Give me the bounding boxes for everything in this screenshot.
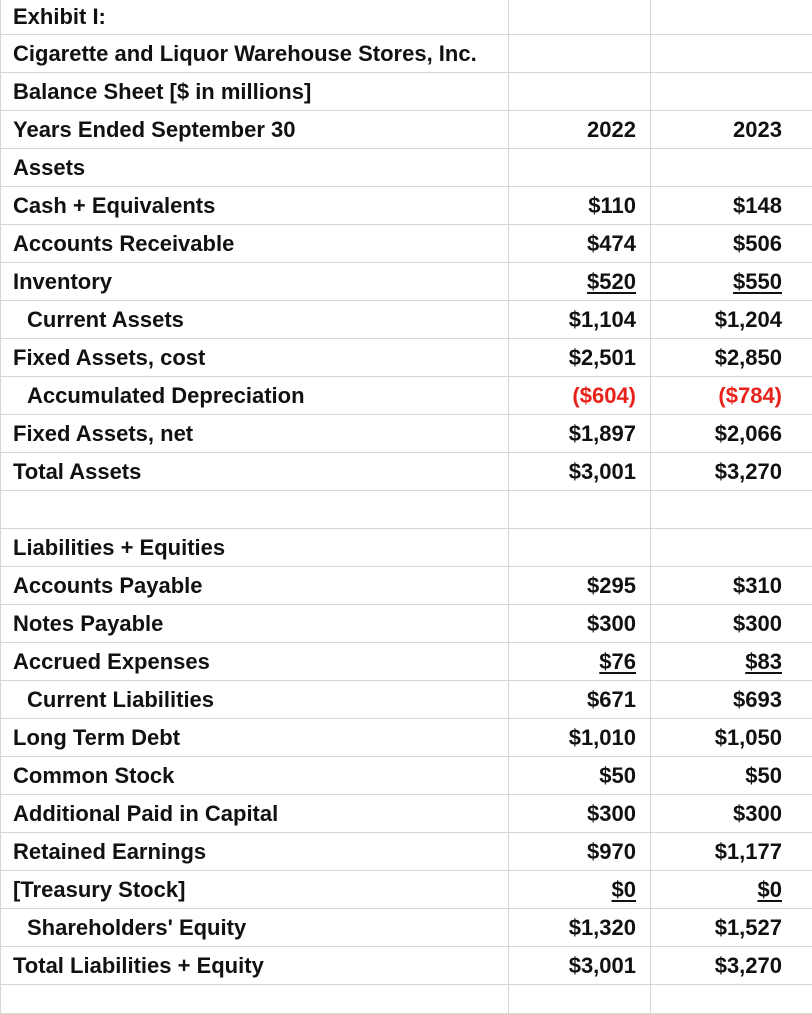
value-2022-text: $520 bbox=[587, 269, 636, 294]
empty-cell[interactable] bbox=[651, 149, 812, 187]
value-2022[interactable] bbox=[509, 187, 651, 225]
value-2022[interactable] bbox=[509, 871, 651, 909]
value-2023[interactable] bbox=[651, 225, 812, 263]
value-2023[interactable] bbox=[651, 833, 812, 871]
assets-heading[interactable]: Assets bbox=[1, 149, 509, 187]
empty-cell[interactable] bbox=[509, 985, 651, 1014]
table-row bbox=[1, 795, 812, 833]
empty-cell[interactable] bbox=[1, 985, 509, 1014]
company-name[interactable]: Cigarette and Liquor Warehouse Stores, Inc. bbox=[1, 35, 509, 73]
value-2023[interactable] bbox=[651, 719, 812, 757]
value-2022[interactable] bbox=[509, 947, 651, 985]
row-label[interactable] bbox=[1, 377, 509, 415]
table-row bbox=[1, 415, 812, 453]
table-row bbox=[1, 947, 812, 985]
row-label-text: Fixed Assets, net bbox=[13, 421, 193, 446]
value-2023-text: $1,204 bbox=[715, 307, 782, 332]
row-label[interactable] bbox=[1, 301, 509, 339]
blank-row bbox=[1, 985, 812, 1014]
value-2022-text: $3,001 bbox=[569, 459, 636, 484]
table-row bbox=[1, 719, 812, 757]
table-row bbox=[1, 643, 812, 681]
value-2022-text: $474 bbox=[587, 231, 636, 256]
row-label[interactable] bbox=[1, 605, 509, 643]
value-2023[interactable] bbox=[651, 339, 812, 377]
table-row bbox=[1, 605, 812, 643]
row-label-text: Fixed Assets, cost bbox=[13, 345, 205, 370]
empty-cell[interactable] bbox=[651, 529, 812, 567]
header-year-2[interactable]: 2023 bbox=[651, 111, 812, 149]
value-2023-text: $3,270 bbox=[715, 459, 782, 484]
row-label-text: Accumulated Depreciation bbox=[27, 383, 305, 408]
exhibit-label[interactable]: Exhibit I: bbox=[1, 0, 509, 35]
header-label[interactable]: Years Ended September 30 bbox=[1, 111, 509, 149]
table-row bbox=[1, 833, 812, 871]
value-2023-text: $50 bbox=[745, 763, 782, 788]
value-2023[interactable] bbox=[651, 947, 812, 985]
table-row bbox=[1, 909, 812, 947]
value-2023-text: $300 bbox=[733, 611, 782, 636]
value-2022[interactable] bbox=[509, 415, 651, 453]
statement-row bbox=[1, 73, 812, 111]
value-2022[interactable] bbox=[509, 301, 651, 339]
value-2023[interactable] bbox=[651, 453, 812, 491]
value-2022[interactable] bbox=[509, 757, 651, 795]
value-2023[interactable] bbox=[651, 871, 812, 909]
value-2022-text: $1,897 bbox=[569, 421, 636, 446]
table-row bbox=[1, 871, 812, 909]
sheet-body bbox=[1, 0, 812, 1014]
row-label[interactable] bbox=[1, 681, 509, 719]
value-2022-text: $295 bbox=[587, 573, 636, 598]
table-row bbox=[1, 757, 812, 795]
value-2022-text: $1,010 bbox=[569, 725, 636, 750]
row-label-text: Long Term Debt bbox=[13, 725, 180, 750]
table-row bbox=[1, 567, 812, 605]
value-2023[interactable] bbox=[651, 377, 812, 415]
liabilities-heading-row bbox=[1, 529, 812, 567]
value-2022-text: $3,001 bbox=[569, 953, 636, 978]
empty-cell[interactable] bbox=[651, 0, 812, 35]
value-2023[interactable] bbox=[651, 681, 812, 719]
empty-cell[interactable] bbox=[651, 491, 812, 529]
table-row bbox=[1, 301, 812, 339]
row-label[interactable] bbox=[1, 643, 509, 681]
table-row bbox=[1, 453, 812, 491]
table-row bbox=[1, 187, 812, 225]
row-label-text: Accounts Receivable bbox=[13, 231, 234, 256]
liabilities-heading[interactable] bbox=[1, 529, 509, 567]
value-2023[interactable] bbox=[651, 795, 812, 833]
row-label-text: Accounts Payable bbox=[13, 573, 203, 598]
value-2023-text: $148 bbox=[733, 193, 782, 218]
value-2023[interactable] bbox=[651, 605, 812, 643]
row-label[interactable] bbox=[1, 909, 509, 947]
value-2022[interactable] bbox=[509, 377, 651, 415]
value-2023[interactable] bbox=[651, 643, 812, 681]
value-2023-text: $2,066 bbox=[715, 421, 782, 446]
empty-cell[interactable] bbox=[509, 529, 651, 567]
value-2022-text: $671 bbox=[587, 687, 636, 712]
row-label-text: Accrued Expenses bbox=[13, 649, 210, 674]
row-label[interactable] bbox=[1, 757, 509, 795]
row-label-text: Total Liabilities + Equity bbox=[13, 953, 264, 978]
statement-title[interactable]: Balance Sheet [$ in millions] bbox=[1, 73, 509, 111]
row-label-text: [Treasury Stock] bbox=[13, 877, 185, 902]
value-2022[interactable] bbox=[509, 605, 651, 643]
row-label[interactable] bbox=[1, 263, 509, 301]
value-2023-text: $1,050 bbox=[715, 725, 782, 750]
row-label[interactable] bbox=[1, 795, 509, 833]
row-label-text: Inventory bbox=[13, 269, 112, 294]
header-row bbox=[1, 111, 812, 149]
table-row bbox=[1, 225, 812, 263]
value-2023-text: $1,527 bbox=[715, 915, 782, 940]
value-2022[interactable] bbox=[509, 567, 651, 605]
value-2022-text: $1,104 bbox=[569, 307, 636, 332]
value-2023-text: $300 bbox=[733, 801, 782, 826]
value-2022-text: $110 bbox=[588, 193, 636, 218]
row-label[interactable] bbox=[1, 567, 509, 605]
empty-cell[interactable] bbox=[509, 73, 651, 111]
value-2022-text: $300 bbox=[587, 801, 636, 826]
value-2022-text: $300 bbox=[587, 611, 636, 636]
table-row bbox=[1, 339, 812, 377]
liabilities-heading-text: Liabilities + Equities bbox=[13, 535, 225, 560]
row-label[interactable] bbox=[1, 453, 509, 491]
blank-row bbox=[1, 491, 812, 529]
value-2022-text: ($604) bbox=[572, 383, 636, 408]
row-label-text: Notes Payable bbox=[13, 611, 163, 636]
empty-cell[interactable] bbox=[509, 491, 651, 529]
empty-cell[interactable] bbox=[509, 149, 651, 187]
row-label-text: Current Assets bbox=[27, 307, 184, 332]
empty-cell[interactable] bbox=[651, 985, 812, 1014]
value-2023-text: ($784) bbox=[718, 383, 782, 408]
value-2023-text: $83 bbox=[745, 649, 782, 674]
empty-cell[interactable] bbox=[651, 73, 812, 111]
value-2023[interactable] bbox=[651, 301, 812, 339]
value-2022-text: $2,501 bbox=[569, 345, 636, 370]
row-label[interactable] bbox=[1, 187, 509, 225]
empty-cell[interactable] bbox=[651, 35, 812, 73]
value-2022-text: $0 bbox=[612, 877, 636, 902]
value-2022[interactable] bbox=[509, 909, 651, 947]
value-2023-text: $0 bbox=[758, 877, 782, 902]
table-row bbox=[1, 681, 812, 719]
value-2023-text: $550 bbox=[733, 269, 782, 294]
value-2022-text: $970 bbox=[587, 839, 636, 864]
value-2023-text: $3,270 bbox=[715, 953, 782, 978]
value-2022[interactable] bbox=[509, 833, 651, 871]
row-label-text: Retained Earnings bbox=[13, 839, 206, 864]
row-label[interactable] bbox=[1, 415, 509, 453]
company-row bbox=[1, 35, 812, 73]
row-label-text: Total Assets bbox=[13, 459, 141, 484]
value-2022-text: $1,320 bbox=[569, 915, 636, 940]
table-row bbox=[1, 263, 812, 301]
value-2022[interactable] bbox=[509, 453, 651, 491]
value-2022[interactable] bbox=[509, 795, 651, 833]
value-2023-text: $506 bbox=[733, 231, 782, 256]
value-2022[interactable] bbox=[509, 225, 651, 263]
row-label[interactable] bbox=[1, 871, 509, 909]
row-label-text: Additional Paid in Capital bbox=[13, 801, 278, 826]
exhibit-row bbox=[1, 0, 812, 35]
table-row bbox=[1, 377, 812, 415]
row-label-text: Shareholders' Equity bbox=[27, 915, 246, 940]
value-2023[interactable] bbox=[651, 757, 812, 795]
value-2022[interactable] bbox=[509, 643, 651, 681]
row-label[interactable] bbox=[1, 719, 509, 757]
empty-cell[interactable] bbox=[1, 491, 509, 529]
row-label[interactable] bbox=[1, 833, 509, 871]
assets-heading-row bbox=[1, 149, 812, 187]
value-2023[interactable] bbox=[651, 263, 812, 301]
header-year-1[interactable]: 2022 bbox=[509, 111, 651, 149]
value-2023-text: $2,850 bbox=[715, 345, 782, 370]
row-label-text: Common Stock bbox=[13, 763, 174, 788]
row-label-text: Cash + Equivalents bbox=[13, 193, 215, 218]
value-2022[interactable] bbox=[509, 339, 651, 377]
value-2023-text: $310 bbox=[733, 573, 782, 598]
row-label[interactable] bbox=[1, 225, 509, 263]
row-label[interactable] bbox=[1, 947, 509, 985]
value-2022-text: $76 bbox=[599, 649, 636, 674]
empty-cell[interactable] bbox=[509, 0, 651, 35]
row-label[interactable] bbox=[1, 339, 509, 377]
row-label-text: Current Liabilities bbox=[27, 687, 214, 712]
empty-cell[interactable] bbox=[509, 35, 651, 73]
value-2022-text: $50 bbox=[599, 763, 636, 788]
value-2023[interactable] bbox=[651, 909, 812, 947]
value-2022[interactable] bbox=[509, 719, 651, 757]
value-2023[interactable] bbox=[651, 415, 812, 453]
value-2023-text: $693 bbox=[733, 687, 782, 712]
value-2023[interactable] bbox=[651, 567, 812, 605]
value-2022[interactable] bbox=[509, 681, 651, 719]
value-2023-text: $1,177 bbox=[715, 839, 782, 864]
value-2022[interactable] bbox=[509, 263, 651, 301]
value-2023[interactable] bbox=[651, 187, 812, 225]
